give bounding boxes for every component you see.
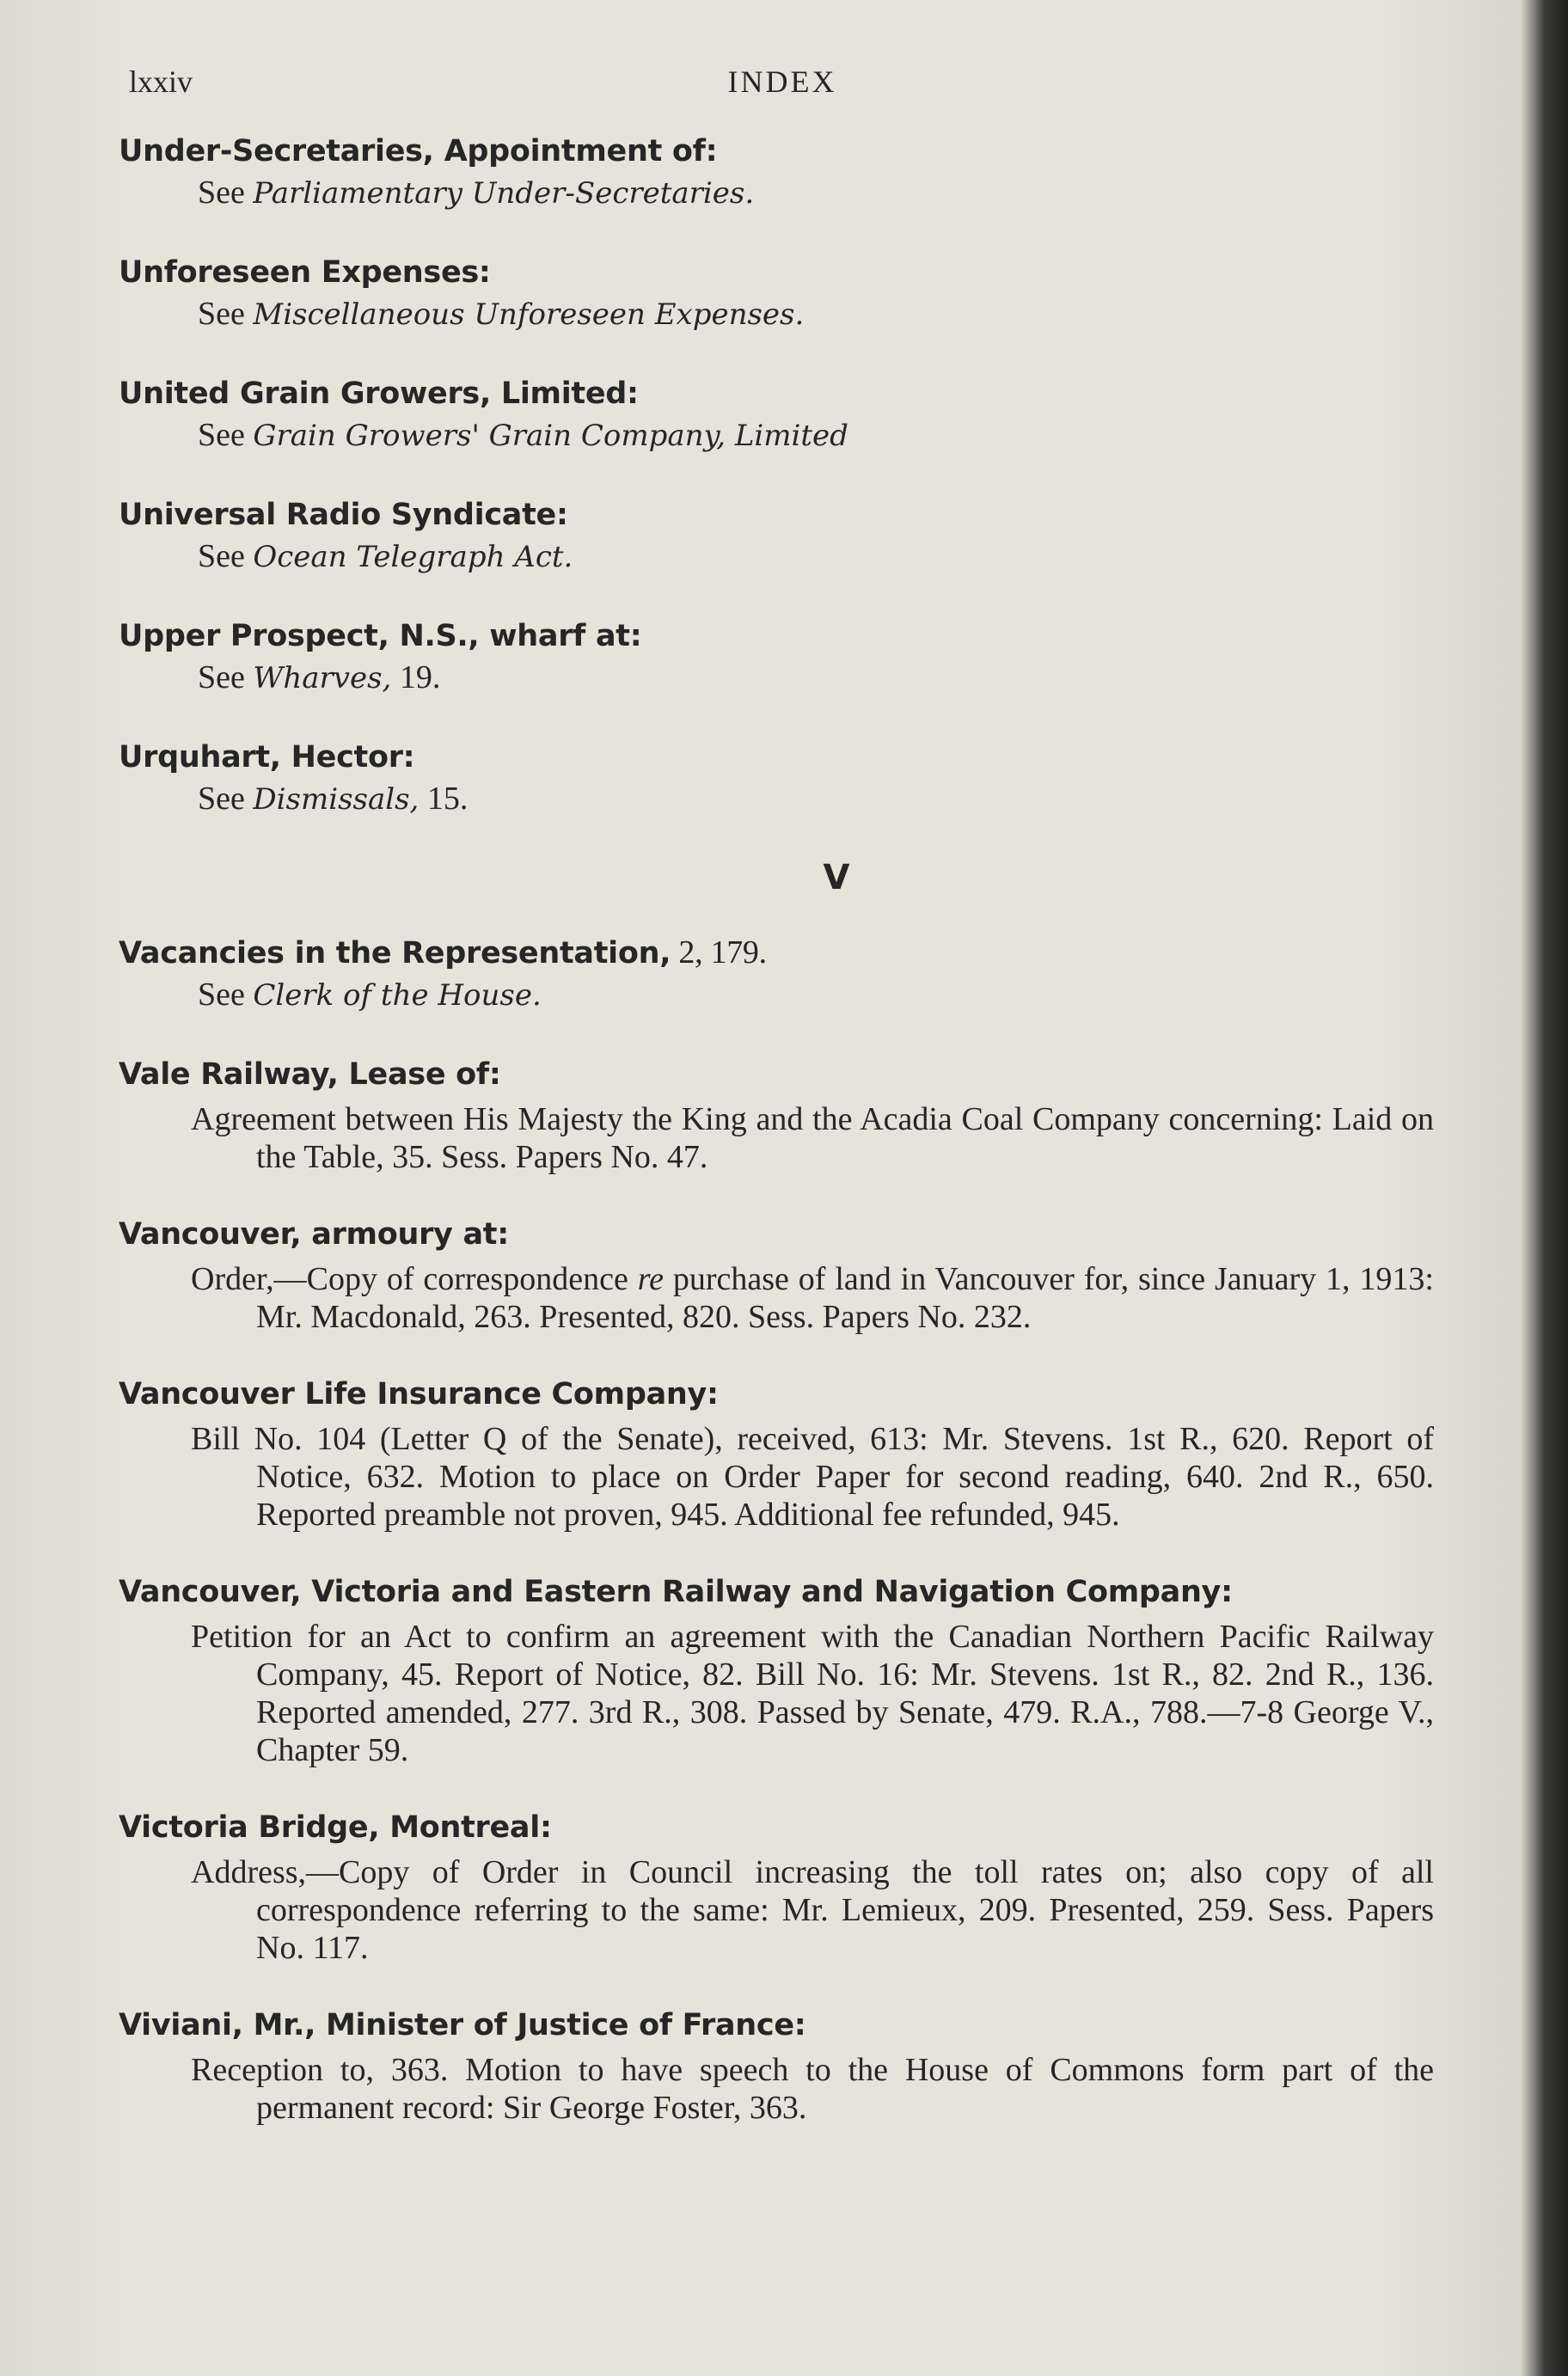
index-entry	[119, 2005, 1442, 2127]
see-target: Clerk of the House.	[253, 978, 542, 1013]
see-page: 19.	[391, 659, 441, 695]
entry-text-italic: re	[637, 1261, 664, 1297]
entry-text: Agreement between His Majesty the King and the Acadia Coal Company concerning: Laid on the Table, 35. Sess. Papers No. 47.	[191, 1101, 1434, 1175]
entry-heading: Victoria Bridge, Montreal:	[119, 1810, 552, 1845]
index-entry	[119, 1214, 1442, 1336]
entry-heading: Upper Prospect, N.S., wharf at:	[119, 619, 642, 653]
index-entry	[119, 252, 1442, 335]
entry-heading: Vancouver, Victoria and Eastern Railway and Navigation Company:	[119, 1575, 1233, 1609]
entry-heading: Vale Railway, Lease of:	[119, 1057, 501, 1092]
see-prefix: See	[198, 296, 245, 332]
entry-heading: Vancouver, armoury at:	[119, 1217, 509, 1252]
index-entry	[119, 615, 1442, 699]
index-entry	[119, 373, 1442, 456]
index-content	[119, 131, 1442, 2165]
entry-text: Petition for an Act to confirm an agreement with the Canadian Northern Pacific Railway Company, 45. Report of Notice, 82. Bill No. 16: Mr. Stevens. 1st R., 82. 2nd R., 136. Reported amended, 277. 3rd R., 308. Passed by Senate, 479. R.A., 788.—7-8 George V., Chapter 59.	[191, 1619, 1434, 1768]
see-reference	[119, 172, 1442, 214]
see-prefix: See	[198, 781, 245, 817]
entry-heading: Vancouver Life Insurance Company:	[119, 1377, 719, 1412]
entry-text	[119, 1260, 1434, 1336]
index-entry	[119, 494, 1442, 578]
index-entry	[119, 131, 1442, 214]
see-page: 15.	[419, 781, 469, 817]
see-target: Ocean Telegraph Act.	[253, 540, 573, 574]
see-prefix: See	[198, 417, 245, 453]
index-entry	[119, 1571, 1442, 1769]
entry-heading: Unforeseen Expenses:	[119, 255, 491, 290]
index-entry	[119, 932, 1442, 1016]
index-entry	[119, 1807, 1442, 1967]
see-reference	[119, 293, 1442, 335]
entry-text: Bill No. 104 (Letter Q of the Senate), received, 613: Mr. Stevens. 1st R., 620. Report of Notice, 632. Motion to place on Order Paper for second reading, 640. 2nd R., 650. Reported preamble not proven, 945. Additional fee refunded, 945.	[191, 1421, 1434, 1533]
page-header	[129, 64, 1436, 107]
see-target: Wharves,	[253, 661, 392, 695]
section-letter: V	[823, 858, 850, 897]
page-number: lxxiv	[129, 64, 193, 99]
see-prefix: See	[198, 977, 245, 1013]
see-reference	[119, 657, 1442, 699]
see-reference	[119, 414, 1442, 456]
see-reference	[119, 974, 1442, 1016]
entry-text-part: purchase of land in Vancouver for, since January 1, 1913: Mr. Macdonald, 263. Presented, 820. Sess. Papers No. 232.	[256, 1261, 1434, 1335]
see-reference	[119, 778, 1442, 820]
see-target: Dismissals,	[253, 782, 420, 817]
entry-pages: 2, 179.	[671, 934, 767, 971]
see-target: Grain Growers' Grain Company, Limited	[253, 419, 848, 453]
see-prefix: See	[198, 659, 245, 695]
entry-heading-text: Vacancies in the Representation,	[119, 936, 671, 971]
see-reference	[119, 536, 1442, 578]
index-entry	[119, 1374, 1442, 1534]
running-head: INDEX	[727, 64, 837, 99]
entry-heading: Urquhart, Hector:	[119, 740, 415, 775]
entry-text: Address,—Copy of Order in Council increasing the toll rates on; also copy of all correspondence referring to the same: Mr. Lemieux, 209. Presented, 259. Sess. Papers No. 117.	[191, 1854, 1434, 1966]
entry-heading: Under-Secretaries, Appointment of:	[119, 134, 718, 168]
see-target: Miscellaneous Unforeseen Expenses.	[253, 297, 805, 332]
entry-text: Reception to, 363. Motion to have speech to the House of Commons form part of the permanent record: Sir George Foster, 363.	[191, 2052, 1434, 2126]
entry-heading	[119, 932, 1442, 974]
see-target: Parliamentary Under-Secretaries.	[253, 176, 755, 211]
see-prefix: See	[198, 538, 245, 574]
entry-heading: Universal Radio Syndicate:	[119, 498, 568, 532]
see-prefix: See	[198, 175, 245, 211]
entry-heading: Viviani, Mr., Minister of Justice of France:	[119, 2008, 806, 2042]
entry-heading: United Grain Growers, Limited:	[119, 377, 639, 411]
entry-text-part: Order,—Copy of correspondence	[191, 1261, 638, 1297]
index-entry	[119, 1054, 1442, 1176]
index-entry	[119, 737, 1442, 820]
